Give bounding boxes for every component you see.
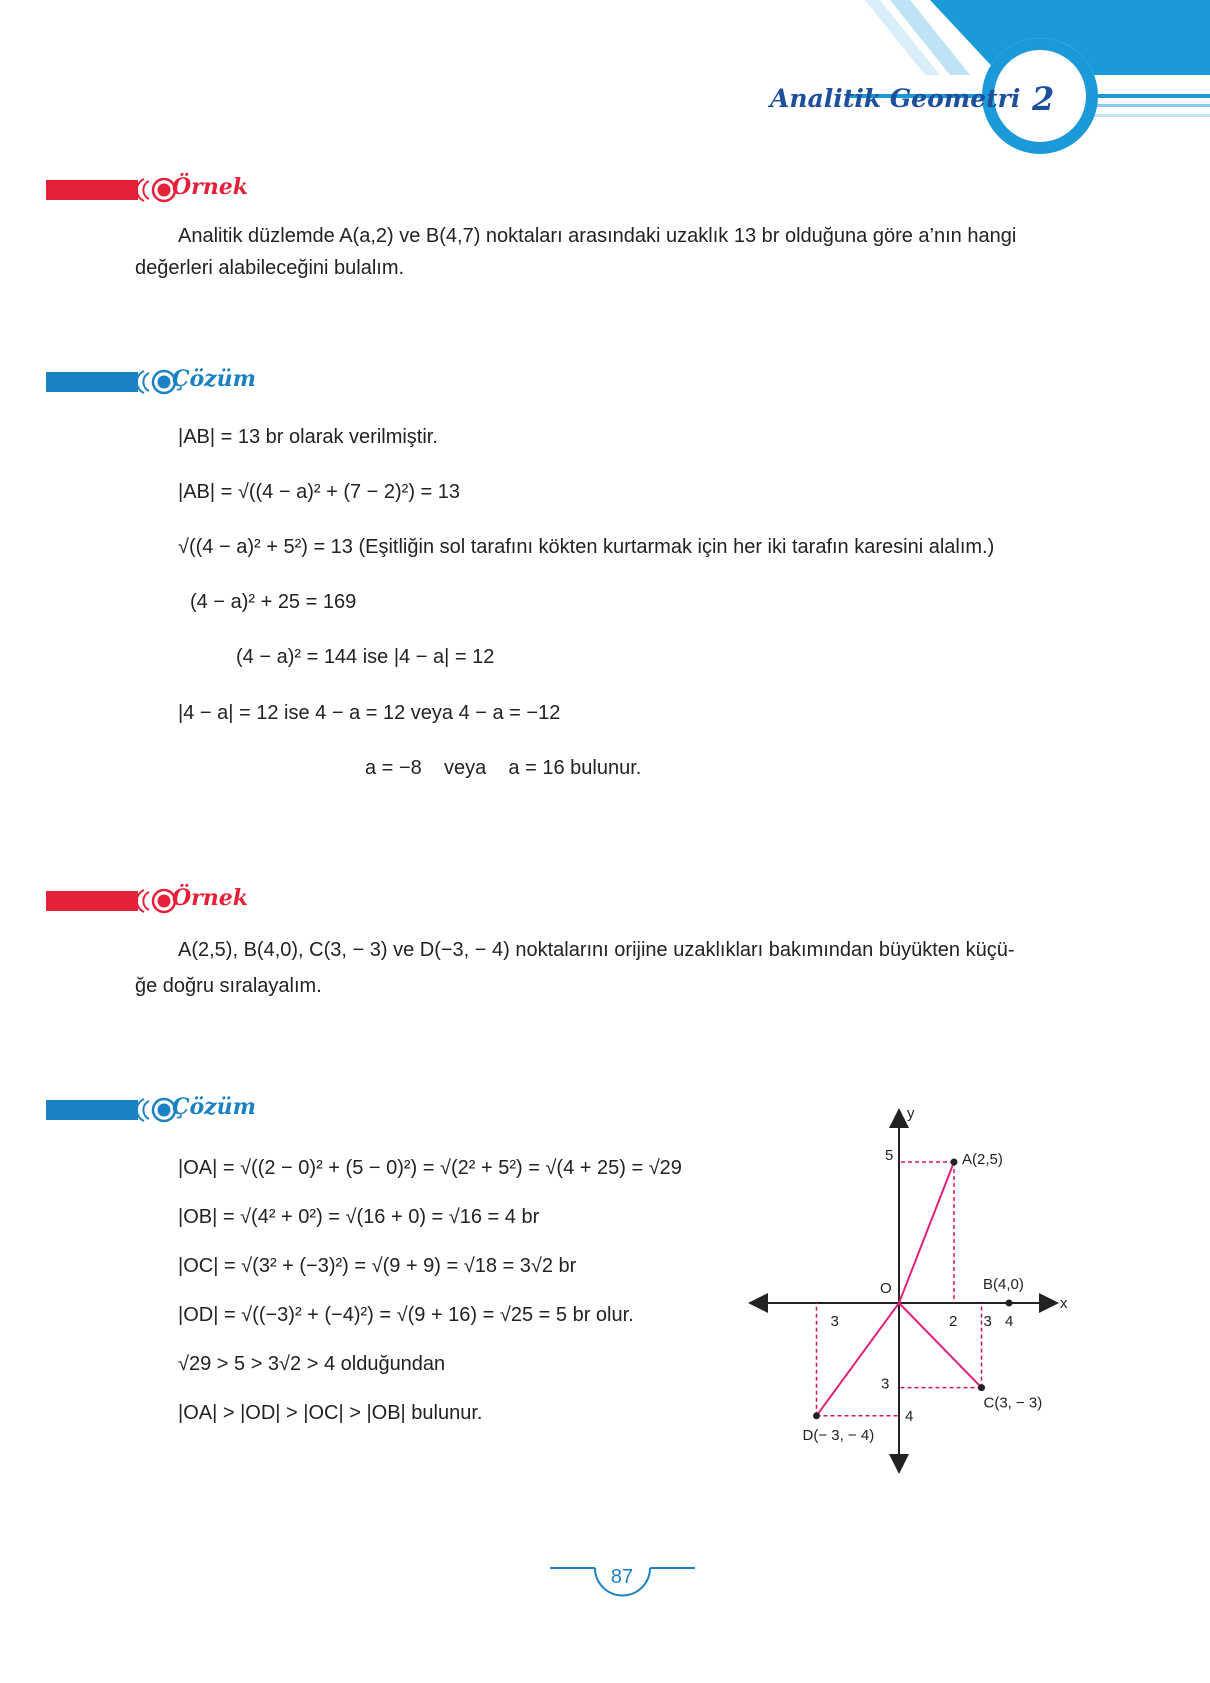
solution-2-step-3: |OC| = √(3² + (−3)²) = √(9 + 9) = √18 = 3√2 br xyxy=(178,1255,577,1277)
tick-label: 3 xyxy=(983,1313,992,1330)
chapter-title: Analitik Geometri xyxy=(770,84,1021,113)
tick-label: 3 xyxy=(881,1375,890,1393)
tick-label: 5 xyxy=(885,1147,894,1164)
solution-1-step-4: (4 − a)² + 25 = 169 xyxy=(190,591,357,613)
example-1-text-line-1: Analitik düzlemde A(a,2) ve B(4,7) noktaları arasındaki uzaklık 13 br olduğuna göre a’nın hangi xyxy=(178,225,1017,247)
solution-1-step-1: |AB| = 13 br olarak verilmiştir. xyxy=(178,426,438,448)
example-label: Örnek xyxy=(172,885,248,911)
example-label: Örnek xyxy=(172,174,248,200)
point-marker xyxy=(978,1384,985,1391)
solution-1-step-7: a = −8 veya a = 16 bulunur. xyxy=(365,757,642,779)
solution-1-step-2: |AB| = √((4 − a)² + (7 − 2)²) = 13 xyxy=(178,481,461,503)
solution-1-step-5: (4 − a)² = 144 ise |4 − a| = 12 xyxy=(236,646,495,668)
point-label: A(2,5) xyxy=(962,1151,1003,1168)
example-1-text-line-2: değerleri alabileceğini bulalım. xyxy=(135,257,405,279)
solution-label: Çözüm xyxy=(172,1094,256,1120)
point-marker xyxy=(951,1159,958,1166)
tick-label: 4 xyxy=(1005,1313,1014,1330)
segment-from-origin xyxy=(899,1303,982,1388)
segment-from-origin xyxy=(899,1162,954,1303)
solution-2-step-2: |OB| = √(4² + 0²) = √(16 + 0) = √16 = 4 br xyxy=(178,1206,540,1228)
x-axis-label: x xyxy=(1060,1295,1068,1312)
tick-label: 3 xyxy=(830,1313,839,1330)
point-marker xyxy=(813,1412,820,1419)
chapter-number: 2 xyxy=(1032,80,1055,118)
y-axis-label: y xyxy=(907,1105,915,1122)
point-label: B(4,0) xyxy=(983,1276,1024,1293)
solution-1-step-3: √((4 − a)² + 5²) = 13 (Eşitliğin sol tarafını kökten kurtarmak için her iki tarafın karesini alalım.) xyxy=(178,536,995,558)
example-2-text-line-2: ğe doğru sıralayalım. xyxy=(135,975,322,997)
solution-2-step-5: √29 > 5 > 3√2 > 4 olduğundan xyxy=(178,1353,446,1375)
segment-from-origin xyxy=(817,1303,900,1416)
tick-label: 2 xyxy=(949,1313,958,1330)
tick-label: 4 xyxy=(905,1407,914,1425)
solution-2-step-4: |OD| = √((−3)² + (−4)²) = √(9 + 16) = √25 = 5 br olur. xyxy=(178,1304,634,1326)
point-marker xyxy=(1006,1300,1013,1307)
point-label: C(3, − 3) xyxy=(983,1394,1043,1412)
point-label: D(− 3, − 4) xyxy=(802,1426,875,1444)
solution-2-step-1: |OA| = √((2 − 0)² + (5 − 0)²) = √(2² + 5²) = √(4 + 25) = √29 xyxy=(178,1157,682,1179)
solution-label: Çözüm xyxy=(172,366,256,392)
example-2-text-line-1: A(2,5), B(4,0), C(3, − 3) ve D(−3, − 4) noktalarını orijine uzaklıkları bakımından büyükten küçü- xyxy=(178,939,1015,961)
solution-2-step-6: |OA| > |OD| > |OC| > |OB| bulunur. xyxy=(178,1402,483,1424)
coordinate-graph xyxy=(740,1100,1080,1480)
page-number: 87 xyxy=(610,1566,634,1588)
solution-1-step-6: |4 − a| = 12 ise 4 − a = 12 veya 4 − a = −12 xyxy=(178,702,561,724)
origin-label: O xyxy=(880,1280,892,1297)
